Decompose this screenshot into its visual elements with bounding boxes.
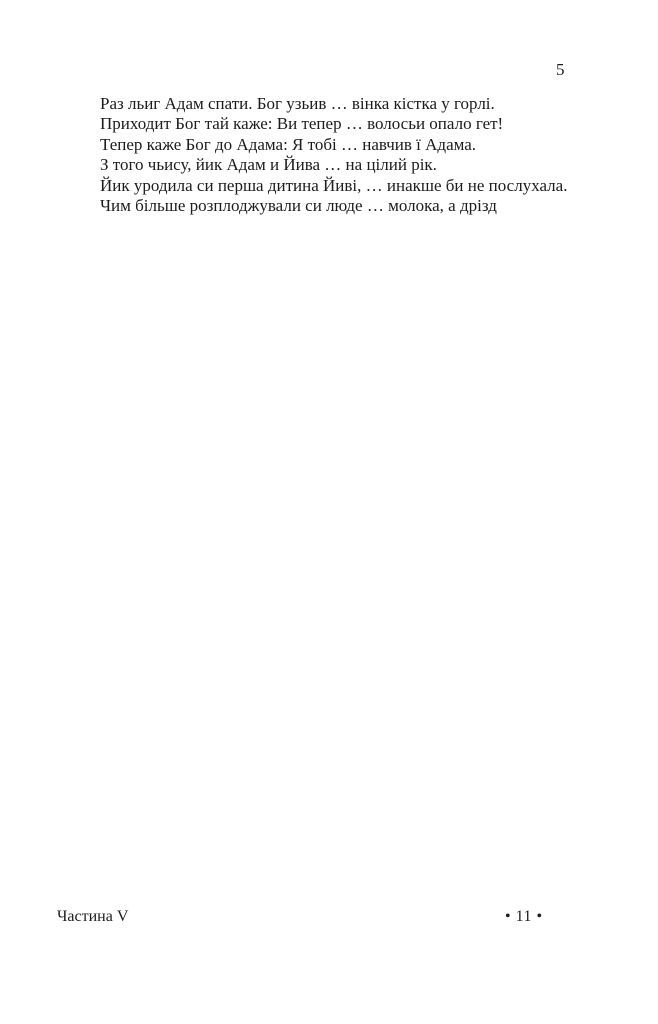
paragraph: Йик уродила си перша дитина Йиві, … инакше би не послухала.: [100, 175, 568, 195]
paragraph: З того чьису, йик Адам и Йива … на цілий рік.: [100, 155, 437, 175]
footer-section-label: Частина V: [57, 908, 129, 925]
paragraph: Приходит Бог тай каже: Ви тепер … волосьи опало гет!: [100, 114, 504, 134]
footer-sheet-number: • 11 •: [505, 908, 543, 925]
page-number: 5: [556, 60, 565, 79]
paragraph: Тепер каже Бог до Адама: Я тобі … навчив ї Адама.: [100, 134, 477, 154]
page-body: [76, 94, 576, 217]
paragraph: Чим більше розплоджували си люде … молока, а дрізд: [100, 196, 497, 216]
paragraph: Раз льиг Адам спати. Бог узьив … вінка кістка у горлі.: [100, 94, 495, 113]
